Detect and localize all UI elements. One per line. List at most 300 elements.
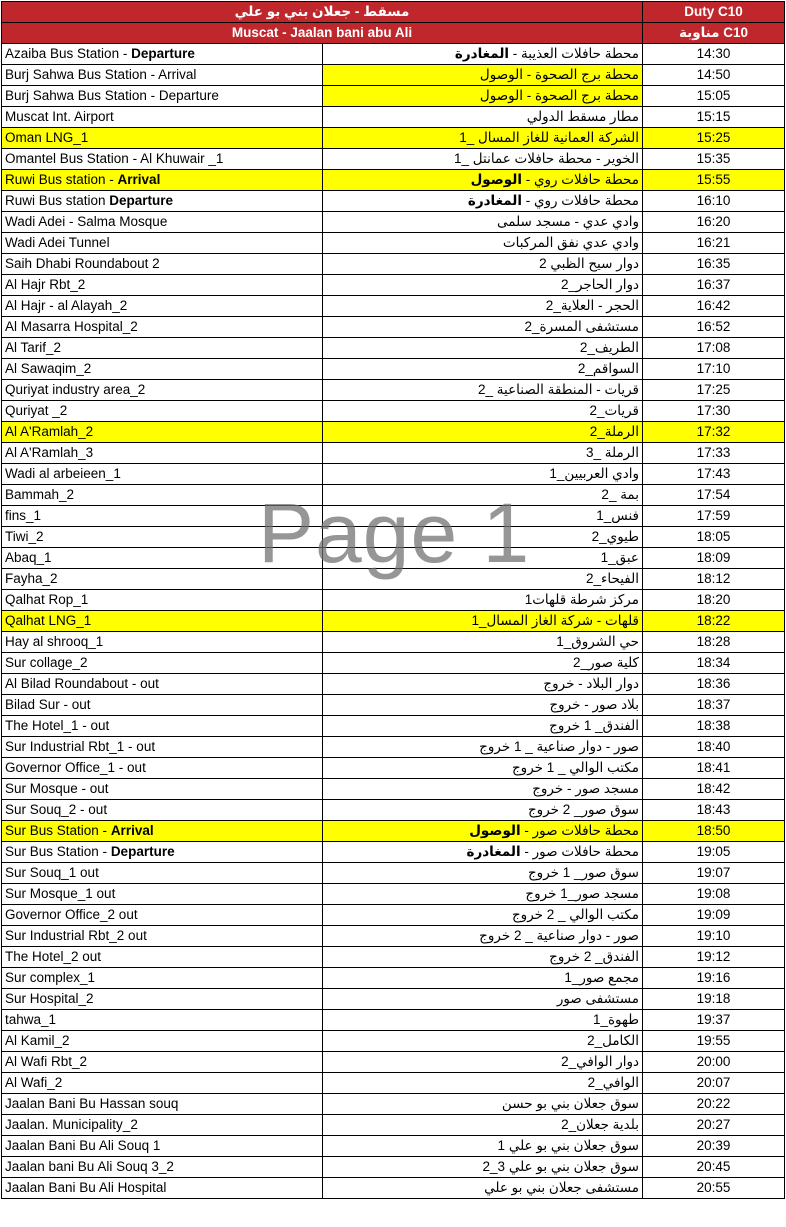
stop-name-arabic-text: حي الشروق_1: [556, 634, 639, 649]
table-row: [2, 485, 785, 506]
stop-name-english: [2, 695, 323, 716]
stop-name-arabic-text: الخوير - محطة حافلات عمانتل _1: [454, 151, 639, 166]
stop-name-english: [2, 632, 323, 653]
stop-name-arabic: [323, 1178, 643, 1199]
stop-time: 15:25: [643, 128, 785, 149]
stop-name-arabic-text: قلهات - شركة الغاز المسال_1: [471, 613, 639, 628]
table-row: [2, 443, 785, 464]
stop-name-english-text: Al A'Ramlah_3: [5, 445, 94, 460]
stop-name-english: [2, 968, 323, 989]
stop-name-arabic: [323, 1115, 643, 1136]
stop-name-english-text: Azaiba Bus Station -: [5, 46, 132, 61]
stop-status-arabic: المغادرة: [454, 46, 510, 61]
stop-name-arabic: [323, 863, 643, 884]
stop-time: 16:35: [643, 254, 785, 275]
stop-name-english: [2, 905, 323, 926]
stop-time: 14:50: [643, 65, 785, 86]
stop-time: 19:55: [643, 1031, 785, 1052]
stop-name-english: [2, 1073, 323, 1094]
stop-name-arabic-text: الرملة_2: [589, 424, 639, 439]
duty-title-arabic: مناوبة C10: [643, 23, 785, 44]
stop-name-english-text: Wadi Adei - Salma Mosque: [5, 214, 168, 229]
stop-name-english: [2, 947, 323, 968]
table-row: [2, 506, 785, 527]
table-row: [2, 44, 785, 65]
stop-name-arabic: [323, 191, 643, 212]
table-row: [2, 758, 785, 779]
stop-name-arabic: [323, 1010, 643, 1031]
stop-name-english: [2, 800, 323, 821]
table-row: [2, 170, 785, 191]
stop-name-arabic-text: محطة حافلات صور -: [520, 844, 639, 859]
stop-name-arabic: [323, 905, 643, 926]
stop-name-arabic-text: سوق صور_ 2 خروج: [527, 802, 639, 817]
stop-status-arabic: المغادرة: [467, 193, 522, 208]
stop-name-arabic-text: بلاد صور - خروج: [549, 697, 639, 712]
stop-time: 18:12: [643, 569, 785, 590]
stop-name-english: [2, 422, 323, 443]
stop-time: 19:37: [643, 1010, 785, 1031]
stop-status-english: Departure: [131, 46, 195, 61]
stop-name-english: [2, 569, 323, 590]
table-row: [2, 254, 785, 275]
table-row: [2, 1115, 785, 1136]
table-row: [2, 527, 785, 548]
stop-name-english: [2, 128, 323, 149]
stop-name-english-text: Sur Mosque_1 out: [5, 886, 116, 901]
stop-name-arabic: [323, 338, 643, 359]
table-row: [2, 1031, 785, 1052]
header-row-2: [2, 23, 785, 44]
stop-name-arabic-text: مسجد صور_1 خروج: [525, 886, 639, 901]
stop-name-arabic-text: الحجر - العلاية_2: [545, 298, 639, 313]
table-row: [2, 233, 785, 254]
stop-name-english: [2, 191, 323, 212]
stop-name-arabic: [323, 44, 643, 65]
stop-name-english-text: Quriyat industry area_2: [5, 382, 146, 397]
table-row: [2, 716, 785, 737]
stop-name-arabic: [323, 1136, 643, 1157]
stop-time: 14:30: [643, 44, 785, 65]
stop-name-arabic-text: الرملة _3: [585, 445, 639, 460]
stop-time: 19:08: [643, 884, 785, 905]
stop-name-english: [2, 212, 323, 233]
stop-name-english-text: Quriyat _2: [5, 403, 68, 418]
stop-name-english-text: Sur collage_2: [5, 655, 88, 670]
stop-name-arabic: [323, 317, 643, 338]
stop-name-english: [2, 401, 323, 422]
stop-name-english: [2, 317, 323, 338]
table-row: [2, 275, 785, 296]
route-title-arabic: مسقط - جعلان بني بو علي: [2, 2, 643, 23]
stop-name-english-text: Al Hajr Rbt_2: [5, 277, 86, 292]
stop-name-english: [2, 842, 323, 863]
stop-name-english-text: Al A'Ramlah_2: [5, 424, 94, 439]
stop-name-arabic: [323, 590, 643, 611]
stop-name-english: [2, 254, 323, 275]
stop-time: 19:10: [643, 926, 785, 947]
stop-name-english: [2, 149, 323, 170]
stop-name-english: [2, 233, 323, 254]
stop-time: 17:33: [643, 443, 785, 464]
stop-time: 18:34: [643, 653, 785, 674]
stop-name-arabic: [323, 149, 643, 170]
stop-name-arabic: [323, 800, 643, 821]
stop-name-arabic-text: مكتب الوالي _ 2 خروج: [511, 907, 639, 922]
stop-name-english: [2, 338, 323, 359]
stop-status-arabic: الوصول: [470, 172, 522, 187]
route-title-english: Muscat - Jaalan bani abu Ali: [2, 23, 643, 44]
table-row: [2, 1010, 785, 1031]
stop-time: 17:32: [643, 422, 785, 443]
stop-time: 18:28: [643, 632, 785, 653]
stop-name-arabic: [323, 611, 643, 632]
table-row: [2, 653, 785, 674]
stop-name-arabic-text: وادي عدي نفق المركبات: [502, 235, 639, 250]
table-row: [2, 695, 785, 716]
stop-name-arabic: [323, 170, 643, 191]
stop-status-english: Arrival: [110, 823, 154, 838]
stop-name-arabic: [323, 632, 643, 653]
table-row: [2, 863, 785, 884]
stop-time: 18:22: [643, 611, 785, 632]
table-row: [2, 1136, 785, 1157]
stop-name-english-text: Oman LNG_1: [5, 130, 89, 145]
stop-time: 15:05: [643, 86, 785, 107]
table-row: [2, 611, 785, 632]
stop-time: 15:35: [643, 149, 785, 170]
stop-name-english-text: Fayha_2: [5, 571, 58, 586]
stop-name-arabic-text: الشركة العمانية للغاز المسال _1: [459, 130, 639, 145]
stop-time: 18:36: [643, 674, 785, 695]
stop-name-arabic-text: طهوة_1: [592, 1012, 639, 1027]
stop-time: 19:09: [643, 905, 785, 926]
stop-name-arabic-text: طيوي_2: [591, 529, 639, 544]
stop-status-arabic: الوصول: [469, 823, 521, 838]
stop-name-english: [2, 548, 323, 569]
table-row: [2, 149, 785, 170]
stop-name-arabic: [323, 86, 643, 107]
header-row-1: [2, 2, 785, 23]
stop-name-english-text: Al Wafi_2: [5, 1075, 63, 1090]
stop-name-arabic: [323, 758, 643, 779]
schedule-table: [1, 1, 785, 1199]
stop-name-english-text: Wadi al arbeieen_1: [5, 466, 121, 481]
stop-name-english-text: Al Bilad Roundabout - out: [5, 676, 159, 691]
stop-time: 16:42: [643, 296, 785, 317]
stop-time: 18:41: [643, 758, 785, 779]
stop-time: 16:10: [643, 191, 785, 212]
stop-name-english-text: Sur Mosque - out: [5, 781, 109, 796]
stop-time: 17:43: [643, 464, 785, 485]
stop-name-arabic-text: مطار مسقط الدولي: [526, 109, 639, 124]
stop-status-english: Arrival: [117, 172, 161, 187]
table-row: [2, 1073, 785, 1094]
stop-name-arabic-text: مكتب الوالي _ 1 خروج: [511, 760, 639, 775]
stop-name-arabic: [323, 737, 643, 758]
table-row: [2, 968, 785, 989]
stop-name-arabic: [323, 947, 643, 968]
stop-time: 16:52: [643, 317, 785, 338]
stop-name-english-text: Sur Hospital_2: [5, 991, 94, 1006]
stop-name-english-text: Jaalan bani Bu Ali Souq 3_2: [5, 1159, 174, 1174]
table-row: [2, 1157, 785, 1178]
stop-name-english: [2, 380, 323, 401]
stop-name-english: [2, 989, 323, 1010]
stop-name-english-text: Al Wafi Rbt_2: [5, 1054, 88, 1069]
stop-name-arabic: [323, 464, 643, 485]
table-row: [2, 86, 785, 107]
stop-name-english-text: Bammah_2: [5, 487, 75, 502]
stop-name-arabic-text: الطريف_2: [579, 340, 639, 355]
stop-name-arabic-text: الفندق_ 2 خروج: [549, 949, 639, 964]
duty-title-english: Duty C10: [643, 2, 785, 23]
stop-name-english-text: Ruwi Bus station: [5, 193, 110, 208]
stop-name-english-text: Jaalan Bani Bu Ali Hospital: [5, 1180, 167, 1195]
stop-name-english: [2, 44, 323, 65]
table-row: [2, 464, 785, 485]
stop-name-english: [2, 485, 323, 506]
stop-name-english: [2, 506, 323, 527]
table-row: [2, 380, 785, 401]
stop-name-arabic-text: قريات - المنطقة الصناعية _2: [477, 382, 639, 397]
stop-name-english-text: Omantel Bus Station - Al Khuwair _1: [5, 151, 224, 166]
stop-name-english-text: fins_1: [5, 508, 42, 523]
stop-time: 20:00: [643, 1052, 785, 1073]
stop-time: 18:40: [643, 737, 785, 758]
stop-name-arabic-text: مستشفى جعلان بني بو علي: [484, 1180, 639, 1195]
stop-name-arabic: [323, 527, 643, 548]
stop-name-english-text: Al Masarra Hospital_2: [5, 319, 138, 334]
stop-name-arabic: [323, 380, 643, 401]
stop-name-english: [2, 1052, 323, 1073]
stop-time: 16:20: [643, 212, 785, 233]
stop-name-english-text: Governor Office_1 - out: [5, 760, 146, 775]
stop-name-arabic: [323, 254, 643, 275]
stop-name-arabic-text: السواقم_2: [577, 361, 639, 376]
stop-status-english: Departure: [109, 193, 174, 208]
table-row: [2, 800, 785, 821]
stop-time: 20:27: [643, 1115, 785, 1136]
stop-name-english-text: Sur complex_1: [5, 970, 96, 985]
stop-time: 20:22: [643, 1094, 785, 1115]
stop-name-arabic-text: دوار الوافي_2: [561, 1054, 639, 1069]
table-row: [2, 401, 785, 422]
stop-name-english: [2, 821, 323, 842]
stop-time: 16:21: [643, 233, 785, 254]
stop-name-arabic-text: محطة برج الصحوة - الوصول: [479, 88, 639, 103]
stop-time: 18:37: [643, 695, 785, 716]
stop-name-english-text: The Hotel_2 out: [5, 949, 102, 964]
table-row: [2, 674, 785, 695]
stop-time: 19:05: [643, 842, 785, 863]
table-row: [2, 989, 785, 1010]
stop-name-arabic-text: وادي العربيين_1: [549, 466, 639, 481]
stop-name-arabic-text: صور - دوار صناعية _ 1 خروج: [479, 739, 639, 754]
stop-name-arabic-text: وادي عدي - مسجد سلمى: [497, 214, 639, 229]
stop-name-arabic-text: محطة حافلات روي -: [521, 193, 639, 208]
stop-name-arabic-text: قريات_2: [589, 403, 639, 418]
table-row: [2, 1052, 785, 1073]
stop-name-english-text: Sur Souq_2 - out: [5, 802, 108, 817]
stop-name-arabic: [323, 359, 643, 380]
stop-name-english-text: Abaq_1: [5, 550, 52, 565]
table-row: [2, 191, 785, 212]
stop-name-arabic-text: دوار البلاد - خروج: [543, 676, 639, 691]
stop-name-english-text: Jaalan Bani Bu Ali Souq 1: [5, 1138, 161, 1153]
stop-name-arabic: [323, 1094, 643, 1115]
stop-name-english: [2, 443, 323, 464]
stop-name-english-text: Saih Dhabi Roundabout 2: [5, 256, 160, 271]
table-row: [2, 107, 785, 128]
stop-name-english: [2, 590, 323, 611]
table-row: [2, 1178, 785, 1199]
stop-time: 17:54: [643, 485, 785, 506]
stop-time: 20:55: [643, 1178, 785, 1199]
stop-name-arabic: [323, 107, 643, 128]
stop-name-arabic-text: فنس_1: [596, 508, 639, 523]
stop-name-english: [2, 107, 323, 128]
stop-name-english-text: Al Tarif_2: [5, 340, 62, 355]
stop-name-arabic-text: الفيحاء_2: [586, 571, 639, 586]
table-row: [2, 590, 785, 611]
stop-name-english: [2, 674, 323, 695]
stop-time: 15:55: [643, 170, 785, 191]
stop-name-arabic: [323, 443, 643, 464]
stop-name-english: [2, 1094, 323, 1115]
stop-name-arabic-text: مستشفى صور: [556, 991, 639, 1006]
stop-time: 20:45: [643, 1157, 785, 1178]
stop-name-english: [2, 737, 323, 758]
stop-name-english: [2, 758, 323, 779]
stop-name-arabic-text: محطة حافلات روي -: [521, 172, 639, 187]
stop-name-english-text: Muscat Int. Airport: [5, 109, 114, 124]
table-row: [2, 905, 785, 926]
stop-name-arabic: [323, 989, 643, 1010]
stop-name-arabic: [323, 485, 643, 506]
stop-name-english-text: Tiwi_2: [5, 529, 44, 544]
stop-name-arabic: [323, 653, 643, 674]
stop-name-english-text: Burj Sahwa Bus Station - Departure: [5, 88, 219, 103]
stop-time: 20:39: [643, 1136, 785, 1157]
table-row: [2, 338, 785, 359]
stop-time: 17:10: [643, 359, 785, 380]
stop-name-arabic: [323, 296, 643, 317]
stop-name-english-text: Al Kamil_2: [5, 1033, 70, 1048]
stop-time: 19:18: [643, 989, 785, 1010]
stop-name-english-text: Al Sawaqim_2: [5, 361, 92, 376]
stop-name-english-text: Wadi Adei Tunnel: [5, 235, 110, 250]
stop-name-english-text: Bilad Sur - out: [5, 697, 91, 712]
stop-name-english: [2, 1115, 323, 1136]
stop-name-arabic-text: محطة حافلات العذيبة -: [509, 46, 639, 61]
stop-name-arabic-text: مستشفى المسرة_2: [524, 319, 639, 334]
stop-name-arabic-text: سوق جعلان بني بو علي 3_2: [482, 1159, 639, 1174]
stop-name-english-text: Sur Souq_1 out: [5, 865, 99, 880]
stop-name-arabic: [323, 569, 643, 590]
stop-time: 18:50: [643, 821, 785, 842]
stop-name-arabic: [323, 233, 643, 254]
stop-name-arabic-text: سوق جعلان بني بو علي 1: [497, 1138, 639, 1153]
stop-name-english: [2, 1157, 323, 1178]
stop-name-english-text: tahwa_1: [5, 1012, 57, 1027]
stop-time: 17:30: [643, 401, 785, 422]
stop-status-english: Departure: [110, 844, 175, 859]
stop-time: 17:08: [643, 338, 785, 359]
stop-name-arabic: [323, 674, 643, 695]
stop-time: 16:37: [643, 275, 785, 296]
page-watermark: Page 1: [258, 486, 531, 580]
stop-name-english: [2, 884, 323, 905]
stop-name-arabic: [323, 548, 643, 569]
stop-name-english-text: Jaalan Bani Bu Hassan souq: [5, 1096, 179, 1111]
stop-time: 18:20: [643, 590, 785, 611]
stop-name-arabic: [323, 716, 643, 737]
table-row: [2, 779, 785, 800]
stop-name-english: [2, 1136, 323, 1157]
stop-time: 18:38: [643, 716, 785, 737]
stop-name-english: [2, 716, 323, 737]
stop-name-arabic: [323, 1052, 643, 1073]
stop-name-arabic-text: مجمع صور_1: [564, 970, 639, 985]
stop-time: 18:05: [643, 527, 785, 548]
stop-name-english: [2, 359, 323, 380]
table-row: [2, 821, 785, 842]
stop-name-arabic-text: الكامل_2: [587, 1033, 639, 1048]
table-row: [2, 212, 785, 233]
stop-name-arabic: [323, 884, 643, 905]
stop-name-arabic: [323, 128, 643, 149]
table-row: [2, 632, 785, 653]
table-row: [2, 296, 785, 317]
table-row: [2, 65, 785, 86]
stop-name-arabic-text: دوار سيح الظبي 2: [539, 256, 639, 271]
stop-name-arabic-text: صور - دوار صناعية _ 2 خروج: [479, 928, 639, 943]
stop-name-arabic: [323, 779, 643, 800]
table-row: [2, 884, 785, 905]
stop-name-english: [2, 527, 323, 548]
stop-name-arabic: [323, 65, 643, 86]
stop-name-english: [2, 653, 323, 674]
stop-name-english-text: Sur Industrial Rbt_1 - out: [5, 739, 156, 754]
stop-time: 18:42: [643, 779, 785, 800]
stop-name-english: [2, 464, 323, 485]
stop-name-arabic: [323, 842, 643, 863]
table-row: [2, 1094, 785, 1115]
stop-name-arabic: [323, 821, 643, 842]
stop-name-arabic: [323, 401, 643, 422]
stop-name-arabic: [323, 695, 643, 716]
stop-name-english: [2, 86, 323, 107]
stop-time: 18:09: [643, 548, 785, 569]
stop-name-arabic-text: الفندق_ 1 خروج: [549, 718, 639, 733]
stop-name-arabic-text: محطة برج الصحوة - الوصول: [479, 67, 639, 82]
stop-name-english-text: Sur Industrial Rbt_2 out: [5, 928, 147, 943]
stop-time: 19:07: [643, 863, 785, 884]
table-row: [2, 359, 785, 380]
table-row: [2, 317, 785, 338]
stop-name-english: [2, 65, 323, 86]
stop-time: 18:43: [643, 800, 785, 821]
stop-name-arabic-text: محطة حافلات صور -: [520, 823, 639, 838]
stop-name-english: [2, 1031, 323, 1052]
stop-name-english: [2, 1178, 323, 1199]
stop-name-arabic-text: مسجد صور - خروج: [532, 781, 639, 796]
stop-time: 20:07: [643, 1073, 785, 1094]
stop-name-english-text: Qalhat Rop_1: [5, 592, 89, 607]
stop-name-arabic: [323, 422, 643, 443]
table-row: [2, 737, 785, 758]
